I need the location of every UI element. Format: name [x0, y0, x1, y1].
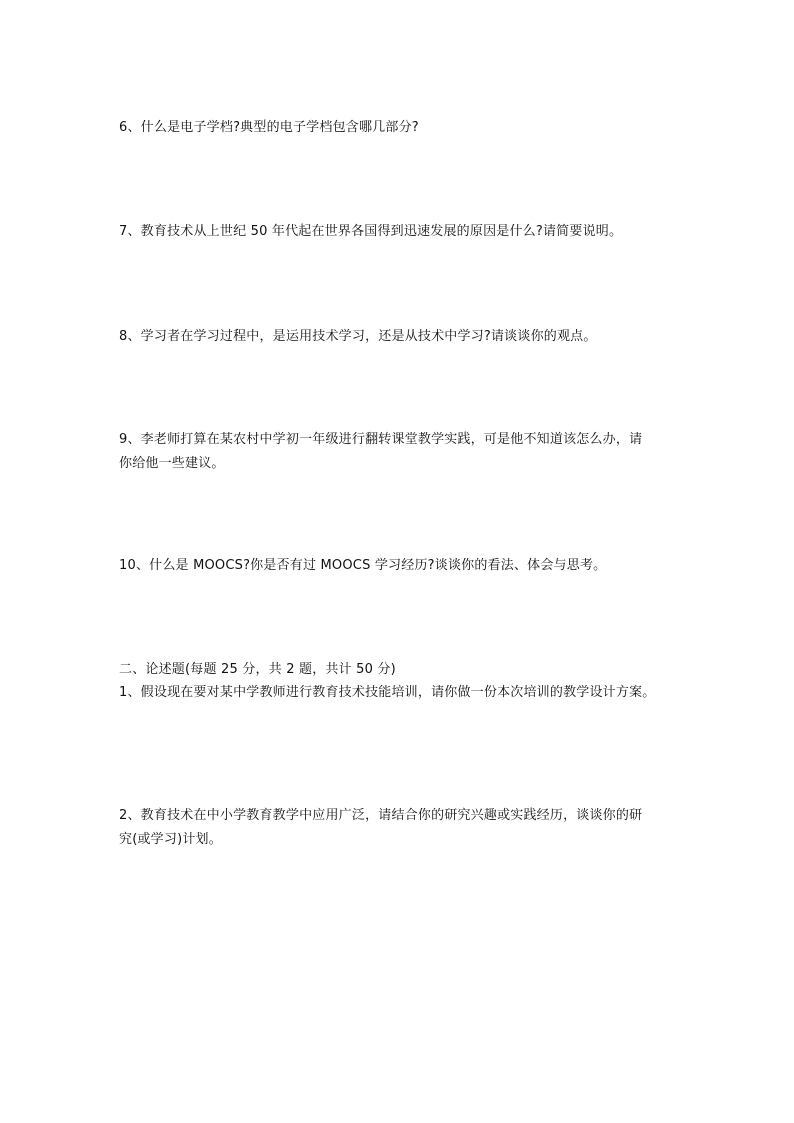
essay-1: 1、假设现在要对某中学教师进行教育技术技能培训，请你做一份本次培训的教学设计方案。 [119, 685, 656, 700]
question-8: 8、学习者在学习过程中，是运用技术学习，还是从技术中学习?请谈谈你的观点。 [119, 329, 597, 344]
question-9-line-1: 9、李老师打算在某农村中学初一年级进行翻转课堂教学实践，可是他不知道该怎么办，请 [119, 432, 643, 447]
essay-2-line-2: 究(或学习)计划。 [119, 832, 222, 847]
section-2-heading: 二、论述题(每题 25 分，共 2 题，共计 50 分) [119, 662, 396, 677]
essay-2-line-1: 2、教育技术在中小学教育教学中应用广泛，请结合你的研究兴趣或实践经历，谈谈你的研 [119, 808, 643, 823]
question-10: 10、什么是 MOOCS?你是否有过 MOOCS 学习经历?谈谈你的看法、体会与思考。 [119, 558, 607, 573]
question-6: 6、什么是电子学档?典型的电子学档包含哪几部分? [119, 120, 419, 135]
question-9-line-2: 你给他一些建议。 [119, 456, 225, 471]
question-7: 7、教育技术从上世纪 50 年代起在世界各国得到迅速发展的原因是什么?请简要说明。 [119, 224, 623, 239]
